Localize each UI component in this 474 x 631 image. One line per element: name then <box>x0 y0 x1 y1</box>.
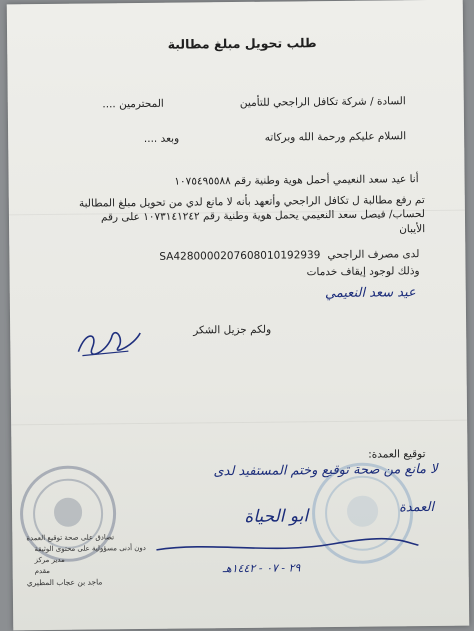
iban-number: SA4280000207608010192939 <box>159 249 321 263</box>
body-line-6: وذلك لوجود إيقاف خدمات <box>306 265 420 279</box>
signature-underline <box>152 535 422 558</box>
stamp-line-1: تصادق على صحة توقيع العمدة <box>26 533 115 543</box>
body-line-1: أنا عيد سعد النعيمي أحمل هوية وطنية رقم ١٠٧٥٤٩٥٥٨٨ <box>174 173 419 188</box>
signature-mark <box>68 321 148 362</box>
handwritten-signature: ابو الحياة <box>244 506 309 527</box>
handwritten-endorsement-2: العمدة <box>398 499 435 516</box>
document-page <box>7 0 470 630</box>
addressee: السادة / شركة تكافل الراجحي للتأمين <box>239 95 406 109</box>
signature-label: توقيع العمدة: <box>368 448 426 461</box>
bank-text: لدى مصرف الراجحي <box>327 248 420 262</box>
after-text: وبعد .... <box>143 132 180 145</box>
paper-fold <box>11 420 467 426</box>
stamp-line-5: ماجد بن عجاب المطيري <box>26 577 103 588</box>
stamp-line-3: مدير مركز <box>34 555 65 565</box>
respected: المحترمين .... <box>102 97 164 111</box>
handwritten-endorsement: لا مانع من صحة توقيع وختم المستفيد لدى <box>213 461 438 480</box>
thanks-text: ولكم جزيل الشكر <box>193 323 272 337</box>
handwritten-date: ٢٩ - ٠٧ - ١٤٤٢هـ <box>222 561 301 576</box>
body-line-3: لحساب/ فيصل سعد النعيمي يحمل هوية وطنية رقم ١٠٧٣١٤١٢٤٢ على رقم <box>100 208 426 224</box>
handwritten-name: عيد سعد النعيمي <box>324 285 416 302</box>
body-line-4: الأيبان <box>399 223 426 236</box>
stamp-line-2: دون أدنى مسؤولية على محتوى الوثيقة <box>34 543 146 554</box>
stamp-line-4: مقدم <box>34 566 51 576</box>
letter-title: طلب تحويل مبلغ مطالبة <box>167 35 317 52</box>
body-line-2: تم رفع مطالبة ل تكافل الراجحي وأتعهد بأنه لا مانع لدي من تحويل مبلغ المطالبة <box>78 194 425 210</box>
greeting: السلام عليكم ورحمة الله وبركاته <box>264 130 407 144</box>
